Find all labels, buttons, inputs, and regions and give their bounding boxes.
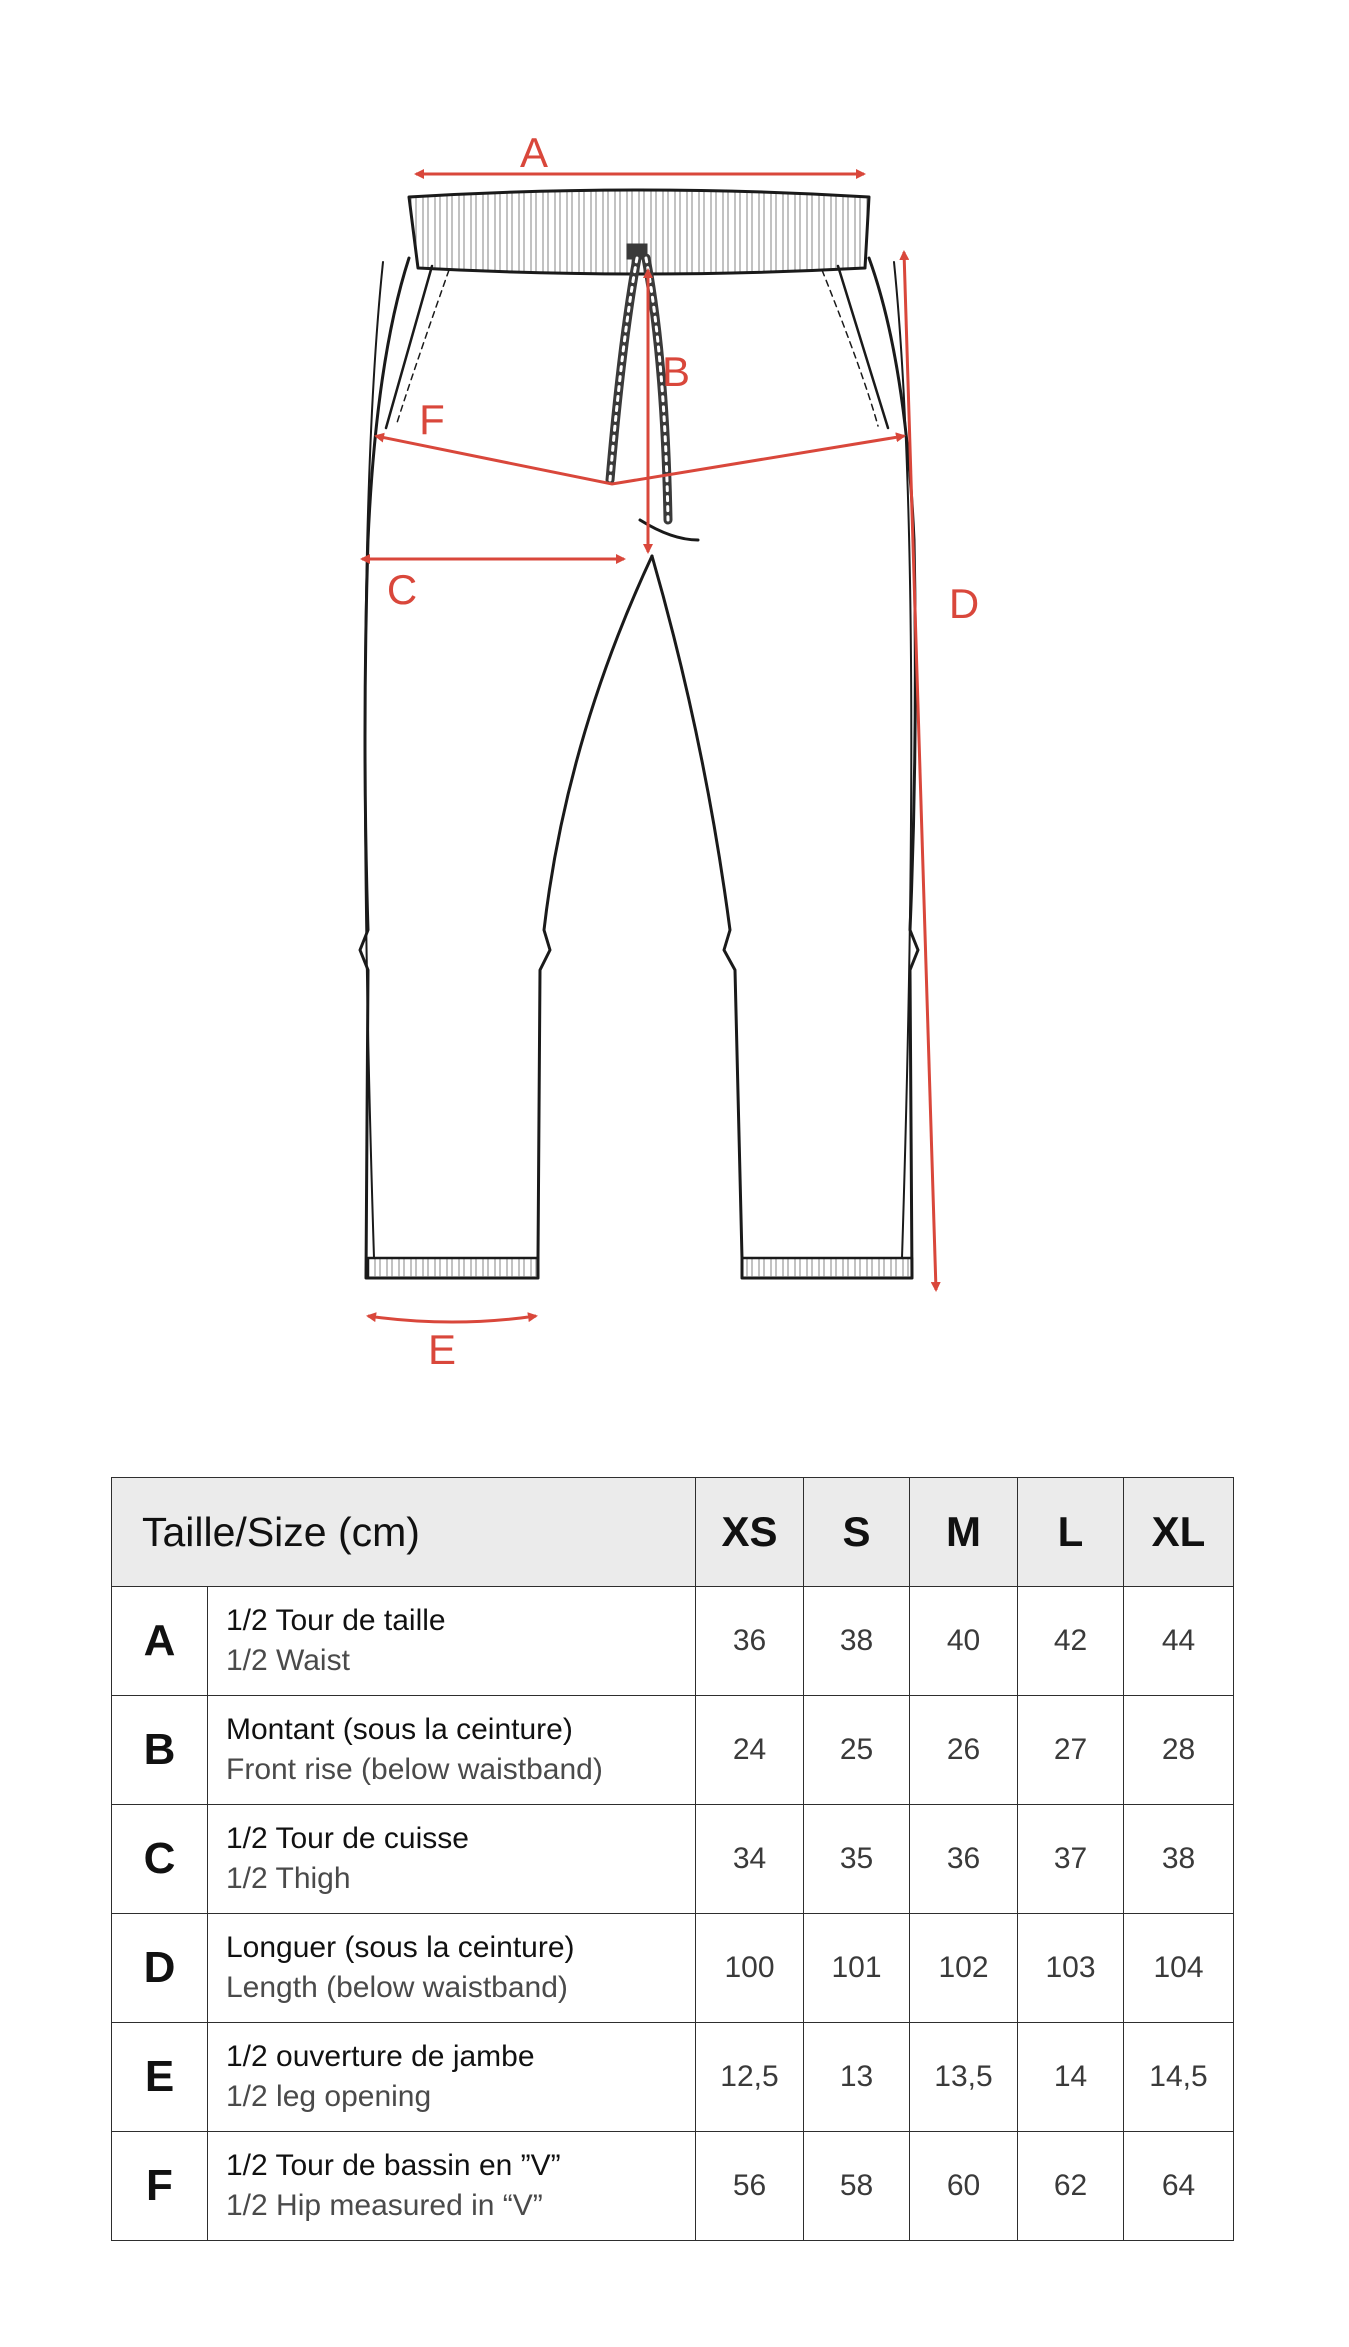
description-fr: Montant (sous la ceinture) bbox=[226, 1713, 573, 1746]
size-header-m: M bbox=[910, 1478, 1018, 1587]
description-en: 1/2 Waist bbox=[226, 1644, 350, 1677]
table-row bbox=[112, 1587, 1234, 1696]
pants-outline bbox=[360, 190, 918, 1278]
value-cell: 14,5 bbox=[1124, 2023, 1234, 2132]
value-cell: 13 bbox=[804, 2023, 910, 2132]
label-f: F bbox=[419, 396, 445, 443]
description-en: Front rise (below waistband) bbox=[226, 1753, 603, 1786]
value-cell: 58 bbox=[804, 2132, 910, 2241]
value-cell: 44 bbox=[1124, 1587, 1234, 1696]
header-row bbox=[112, 1478, 1234, 1587]
row-letter: A bbox=[112, 1587, 208, 1696]
label-d: D bbox=[948, 580, 980, 627]
table-row bbox=[112, 2132, 1234, 2241]
description-en: 1/2 Thigh bbox=[226, 1862, 351, 1895]
value-cell: 104 bbox=[1124, 1914, 1234, 2023]
row-letter: F bbox=[112, 2132, 208, 2241]
value-cell: 34 bbox=[696, 1805, 804, 1914]
row-letter: B bbox=[112, 1696, 208, 1805]
value-cell: 38 bbox=[1124, 1805, 1234, 1914]
label-a: A bbox=[519, 129, 549, 176]
value-cell: 25 bbox=[804, 1696, 910, 1805]
value-cell: 100 bbox=[696, 1914, 804, 2023]
value-cell: 103 bbox=[1018, 1914, 1124, 2023]
value-cell: 28 bbox=[1124, 1696, 1234, 1805]
description-fr: 1/2 Tour de cuisse bbox=[226, 1822, 469, 1855]
table-row bbox=[112, 1696, 1234, 1805]
value-cell: 26 bbox=[910, 1696, 1018, 1805]
value-cell: 24 bbox=[696, 1696, 804, 1805]
table-title: Taille/Size (cm) bbox=[112, 1478, 696, 1587]
value-cell: 13,5 bbox=[910, 2023, 1018, 2132]
measure-line-e bbox=[368, 1316, 536, 1322]
description-fr: 1/2 Tour de bassin en ”V” bbox=[226, 2149, 561, 2182]
value-cell: 64 bbox=[1124, 2132, 1234, 2241]
size-chart-table bbox=[111, 1477, 1234, 2241]
measurement-lines bbox=[362, 174, 936, 1322]
table-row bbox=[112, 1805, 1234, 1914]
description-fr: Longuer (sous la ceinture) bbox=[226, 1931, 575, 1964]
value-cell: 37 bbox=[1018, 1805, 1124, 1914]
size-header-l: L bbox=[1018, 1478, 1124, 1587]
row-description bbox=[208, 1587, 696, 1696]
description-en: 1/2 Hip measured in “V” bbox=[226, 2189, 543, 2222]
row-description bbox=[208, 1696, 696, 1805]
row-description bbox=[208, 1805, 696, 1914]
description-en: 1/2 leg opening bbox=[226, 2080, 432, 2113]
value-cell: 56 bbox=[696, 2132, 804, 2241]
value-cell: 62 bbox=[1018, 2132, 1124, 2241]
description-fr: 1/2 Tour de taille bbox=[226, 1604, 446, 1637]
description-en: Length (below waistband) bbox=[226, 1971, 568, 2004]
value-cell: 36 bbox=[910, 1805, 1018, 1914]
value-cell: 102 bbox=[910, 1914, 1018, 2023]
value-cell: 12,5 bbox=[696, 2023, 804, 2132]
value-cell: 35 bbox=[804, 1805, 910, 1914]
label-c: C bbox=[386, 566, 418, 613]
row-letter: C bbox=[112, 1805, 208, 1914]
table-row bbox=[112, 1914, 1234, 2023]
value-cell: 101 bbox=[804, 1914, 910, 2023]
table-body bbox=[112, 1587, 1234, 2241]
row-description bbox=[208, 2132, 696, 2241]
description-fr: 1/2 ouverture de jambe bbox=[226, 2040, 535, 2073]
value-cell: 42 bbox=[1018, 1587, 1124, 1696]
value-cell: 36 bbox=[696, 1587, 804, 1696]
table-row bbox=[112, 2023, 1234, 2132]
size-header-s: S bbox=[804, 1478, 910, 1587]
row-description bbox=[208, 2023, 696, 2132]
label-b: B bbox=[661, 348, 691, 395]
value-cell: 60 bbox=[910, 2132, 1018, 2241]
value-cell: 40 bbox=[910, 1587, 1018, 1696]
row-description bbox=[208, 1914, 696, 2023]
row-letter: D bbox=[112, 1914, 208, 2023]
measure-line-d bbox=[904, 252, 936, 1290]
size-header-xs: XS bbox=[696, 1478, 804, 1587]
label-e: E bbox=[427, 1326, 457, 1373]
value-cell: 14 bbox=[1018, 2023, 1124, 2132]
value-cell: 38 bbox=[804, 1587, 910, 1696]
row-letter: E bbox=[112, 2023, 208, 2132]
table-header bbox=[112, 1478, 1234, 1587]
value-cell: 27 bbox=[1018, 1696, 1124, 1805]
size-header-xl: XL bbox=[1124, 1478, 1234, 1587]
measure-line-f bbox=[376, 436, 904, 484]
